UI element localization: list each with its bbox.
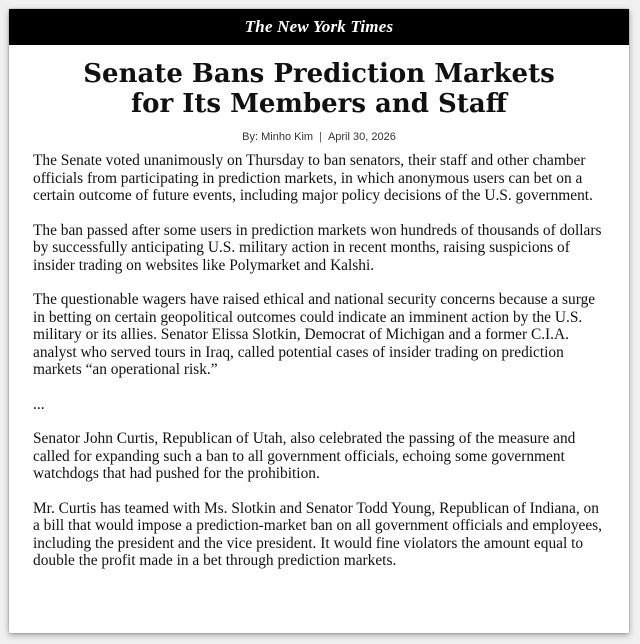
- byline-date: April 30, 2026: [327, 131, 396, 143]
- byline-author: By: Minho Kim: [242, 131, 314, 143]
- paragraph-1: The Senate voted unanimously on Thursday to ban senators, their staff and other chamber officials from participating in prediction markets, in which anonymous users can bet on a certain outcome of future events, including major policy decisions of the U.S. government.: [33, 152, 593, 204]
- headline-line-2: for Its Members and Staff: [130, 89, 508, 119]
- article-card: [9, 9, 629, 633]
- paragraph-3: The questionable wagers have raised ethical and national security concerns because a surge in betting on certain geopolitical outcomes could indicate an imminent action by the U.S. military or its allies. Senator Elissa Slotkin, Democrat of Michigan and a former C.I.A. analyst who served tours in Iraq, called potential cases of insider trading on prediction markets “an operational risk.”: [33, 291, 596, 378]
- article-headline: [33, 59, 605, 119]
- paragraph-5: Mr. Curtis has teamed with Ms. Slotkin and Senator Todd Young, Republican of Indiana, on a bill that would impose a prediction-market ban on all government officials and employees, including the president and the vice president. It would fine violators the amount equal to double the profit made in a bet through prediction markets.: [33, 499, 603, 569]
- headline-line-1: Senate Bans Prediction Markets: [83, 59, 555, 89]
- ellipsis-paragraph: ...: [33, 395, 45, 413]
- byline-separator: |: [319, 131, 322, 143]
- byline: [9, 131, 629, 143]
- paragraph-4: Senator John Curtis, Republican of Utah, also celebrated the passing of the measure and called for expanding such a ban to all government officials, echoing some government watchdogs that had pushed for the prohibition.: [33, 430, 576, 482]
- masthead-logo[interactable]: The New York Times: [244, 17, 394, 36]
- paragraph-2: The ban passed after some users in prediction markets won hundreds of thousands of dollars by successfully anticipating U.S. military action in recent months, raising suspicions of insider trading on websites like Polymarket and Kalshi.: [33, 221, 602, 274]
- article-body: [33, 152, 607, 570]
- masthead: [9, 9, 629, 45]
